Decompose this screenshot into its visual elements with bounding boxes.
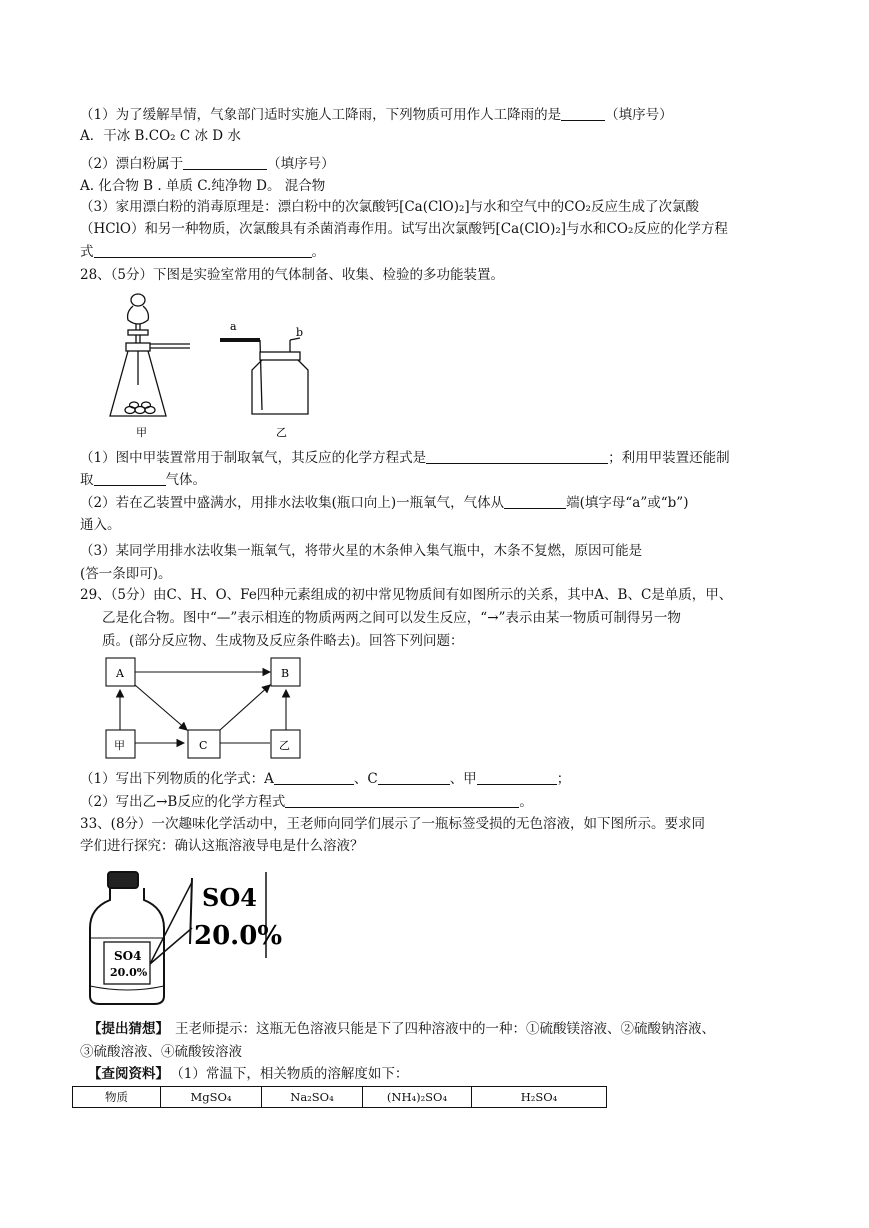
q29-line3: 质。(部分反应物、生成物及反应条件略去)。回答下列问题： xyxy=(102,633,464,649)
q29-blank-A[interactable] xyxy=(274,770,354,785)
q29-line2: 乙是化合物。图中“—”表示相连的物质两两之间可以发生反应，“→”表示由某一物质可制得另一物 xyxy=(102,610,681,626)
q27-sub2: （2）漂白粉属于 （填序号） xyxy=(80,156,335,172)
table-row xyxy=(73,1087,607,1108)
bottle-label-formula: SO4 xyxy=(114,949,142,963)
q28-sub1-line1: （1）图中甲装置常用于制取氧气，其反应的化学方程式是 ；利用甲装置还能制 xyxy=(80,450,730,466)
zoom-label-conc: 20.0% xyxy=(194,921,283,951)
table-header-cell: Na₂SO₄ xyxy=(262,1087,363,1108)
q27-options-2: A. 化合物 B . 单质 C.纯净物 D。 混合物 xyxy=(80,178,326,194)
q29-blank-C[interactable] xyxy=(378,770,450,785)
q33-guess-line2: ③硫酸溶液、④硫酸铵溶液 xyxy=(80,1044,242,1060)
q33-line2: 学们进行探究：确认这瓶溶液导电是什么溶液？ xyxy=(80,838,364,854)
apparatus-yi xyxy=(220,338,308,414)
table-header-cell: 物质 xyxy=(73,1087,161,1108)
q27-sub3-line2: （HClO）和另一种物质，次氯酸具有杀菌消毒作用。试写出次氯酸钙[Ca(ClO)₂]与水和CO₂反应的化学方程 xyxy=(80,221,728,237)
q33-ref-line1: 【查阅资料】 （1）常温下，相关物质的溶解度如下： xyxy=(88,1066,409,1082)
q28-sub3-line1: （3）某同学用排水法收集一瓶氧气，将带火星的木条伸入集气瓶中，木条不复燃，原因可能是 xyxy=(80,543,643,559)
label-yi: 乙 xyxy=(276,426,287,439)
q28-title: 28、（5分）下图是实验室常用的气体制备、收集、检验的多功能装置。 xyxy=(80,267,505,283)
q29-sub2: （2）写出乙→B反应的化学方程式 。 xyxy=(80,794,533,810)
q33-bottle-figure xyxy=(88,868,288,1008)
box-B: B xyxy=(281,667,290,680)
q28-blank-equation[interactable] xyxy=(426,449,608,464)
q27-sub3-line3: 式 。 xyxy=(80,244,325,260)
q29-blank-jia[interactable] xyxy=(477,770,557,785)
table-header-cell: (NH₄)₂SO₄ xyxy=(363,1087,472,1108)
q29-line1: 29、（5分）由C、H、O、Fe四种元素组成的初中常见物质间有如图所示的关系，其中A、B、C是单质，甲、 xyxy=(80,587,733,603)
q28-sub2-line1: （2）若在乙装置中盛满水，用排水法收集(瓶口向上)一瓶氧气，气体从 端(填字母“a”或“b”) xyxy=(80,495,689,511)
table-header-cell: MgSO₄ xyxy=(161,1087,262,1108)
label-jia: 甲 xyxy=(136,426,147,439)
q28-apparatus-figure xyxy=(100,290,320,440)
solubility-table xyxy=(72,1086,607,1108)
label-a: a xyxy=(230,320,237,333)
box-A: A xyxy=(116,667,124,680)
q28-blank-gas[interactable] xyxy=(94,471,166,486)
bottle-label-conc: 20.0% xyxy=(110,966,148,979)
q29-sub1: （1）写出下列物质的化学式：A 、C 、甲 ； xyxy=(80,771,571,787)
q28-sub1-line2: 取 气体。 xyxy=(80,472,206,488)
table-header-cell: H₂SO₄ xyxy=(472,1087,607,1108)
label-b: b xyxy=(296,326,304,339)
q33-line1: 33、(8分）一次趣味化学活动中，王老师向同学们展示了一瓶标签受损的无色溶液，如下图所示。要求同 xyxy=(80,816,706,832)
q27-blank-3[interactable] xyxy=(94,243,312,258)
q27-blank-2[interactable] xyxy=(183,155,267,170)
zoom-label-formula: SO4 xyxy=(202,883,257,912)
q27-options-1: A．干冰 B.CO₂ C 冰 D 水 xyxy=(80,128,241,144)
q29-blank-equation[interactable] xyxy=(285,793,519,808)
q28-sub3-line2: (答一条即可)。 xyxy=(80,566,172,582)
q33-guess-line1: 【提出猜想】 王老师提示：这瓶无色溶液只能是下了四种溶液中的一种：①硫酸镁溶液、②硫酸钠溶液、 xyxy=(88,1021,715,1037)
q27-sub1: （1）为了缓解旱情，气象部门适时实施人工降雨，下列物质可用作人工降雨的是 （填序号） xyxy=(80,107,673,123)
q27-blank-1[interactable] xyxy=(561,106,605,121)
q28-sub2-line2: 通入。 xyxy=(80,517,121,533)
apparatus-jia xyxy=(110,294,190,416)
box-yi: 乙 xyxy=(279,739,290,752)
box-C: C xyxy=(199,739,208,752)
q28-blank-end[interactable] xyxy=(504,494,566,509)
q29-relation-diagram xyxy=(103,655,313,763)
q27-sub3-line1: （3）家用漂白粉的消毒原理是：漂白粉中的次氯酸钙[Ca(ClO)₂]与水和空气中的CO₂反应生成了次氯酸 xyxy=(80,199,699,215)
box-jia: 甲 xyxy=(114,739,125,752)
